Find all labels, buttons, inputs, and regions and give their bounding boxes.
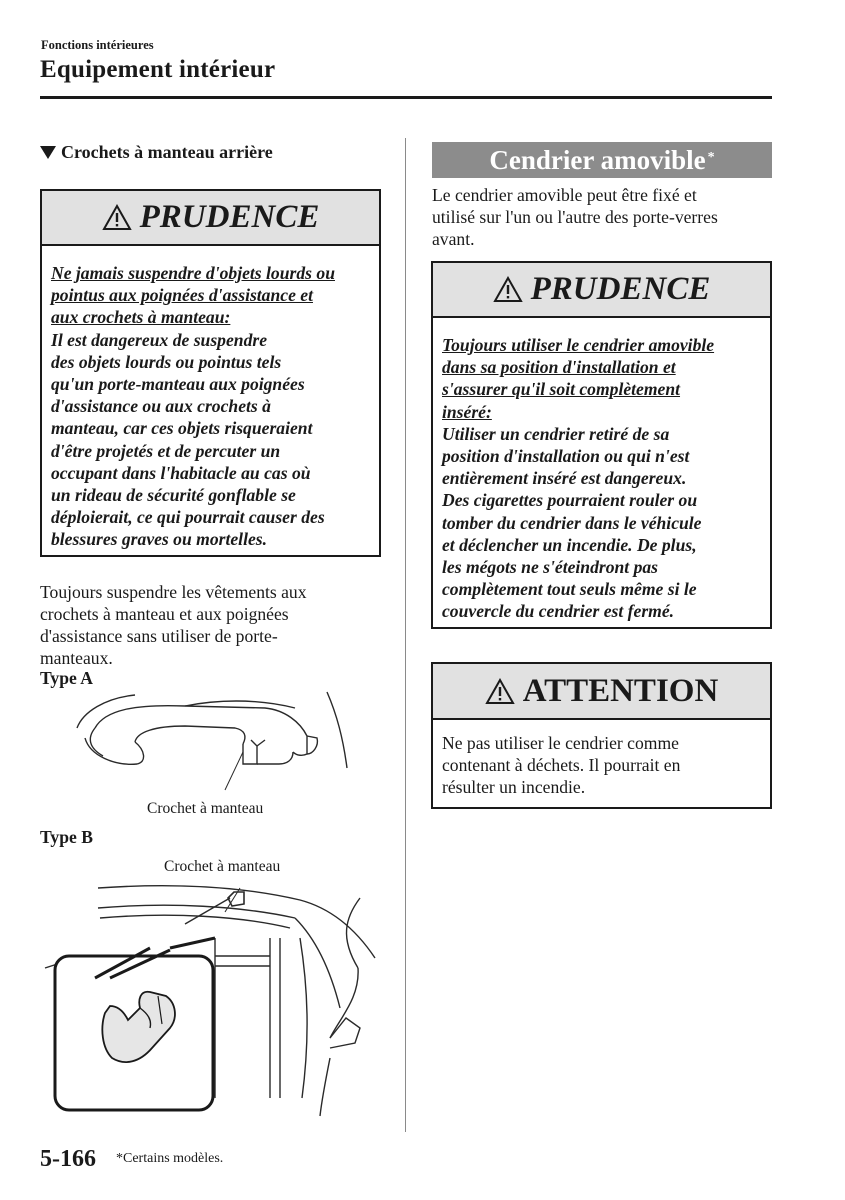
caution-line: déploierait, ce qui pourrait causer des xyxy=(51,507,325,528)
caution-line: complètement tout seuls même si le xyxy=(442,579,697,600)
coat-hook-paragraph xyxy=(40,581,307,669)
ashtray-intro xyxy=(432,184,718,250)
caution-line: s'assurer qu'il soit complètement xyxy=(442,379,681,400)
caution-line: pointus aux poignées d'assistance et xyxy=(51,285,313,306)
type-a-caption: Crochet à manteau xyxy=(147,800,264,817)
warning-triangle-icon xyxy=(493,276,523,303)
paragraph-line: manteaux. xyxy=(40,648,113,668)
header-rule xyxy=(40,96,772,99)
warning-triangle-icon xyxy=(485,678,515,705)
caution-line: d'être projetés et de percuter un xyxy=(51,440,281,461)
banner-footnote-mark: * xyxy=(707,150,715,165)
warning-triangle-icon xyxy=(102,204,132,231)
page-number: 5-166 xyxy=(40,1146,96,1172)
caution-line: des objets lourds ou pointus tels xyxy=(51,351,282,372)
type-a-illustration xyxy=(75,690,355,802)
type-a-label: Type A xyxy=(40,668,93,688)
caution-line: manteau, car ces objets risqueraient xyxy=(51,418,313,439)
attention-line: résulter un incendie. xyxy=(442,777,586,798)
caution-line: blessures graves ou mortelles. xyxy=(51,529,268,550)
intro-line: Le cendrier amovible peut être fixé et xyxy=(432,185,697,205)
caution-text xyxy=(42,246,379,551)
caution-line: entièrement inséré est dangereux. xyxy=(442,468,687,489)
caution-line: Il est dangereux de suspendre xyxy=(51,329,268,350)
type-b-label: Type B xyxy=(40,827,93,847)
caution-text xyxy=(433,318,770,623)
caution-line: Toujours utiliser le cendrier amovible xyxy=(442,335,715,355)
footnote: *Certains modèles. xyxy=(116,1151,224,1166)
caution-line: qu'un porte-manteau aux poignées xyxy=(51,374,305,395)
type-b-illustration xyxy=(40,878,385,1118)
caution-line: inséré: xyxy=(442,401,492,422)
caution-line: couvercle du cendrier est fermé. xyxy=(442,601,675,622)
attention-text xyxy=(433,720,770,799)
caution-line: tomber du cendrier dans le véhicule xyxy=(442,512,702,533)
triangle-bullet-icon xyxy=(40,146,56,159)
attention-line: contenant à déchets. Il pourrait en xyxy=(442,755,681,776)
caution-line: d'assistance ou aux crochets à xyxy=(51,396,271,417)
caution-box-coat-hooks xyxy=(40,189,381,557)
caution-line: un rideau de sécurité gonflable se xyxy=(51,485,296,506)
caution-box-ashtray xyxy=(431,261,772,629)
attention-box xyxy=(431,662,772,809)
paragraph-line: crochets à manteau et aux poignées xyxy=(40,604,289,624)
caution-line: Des cigarettes pourraient rouler ou xyxy=(442,490,698,511)
caution-title: PRUDENCE xyxy=(530,271,711,307)
type-b-caption: Crochet à manteau xyxy=(164,858,281,875)
intro-line: avant. xyxy=(432,229,475,249)
section-banner xyxy=(432,142,772,178)
subheading-text: Crochets à manteau arrière xyxy=(61,142,273,162)
intro-line: utilisé sur l'un ou l'autre des porte-verres xyxy=(432,207,718,227)
caution-title: PRUDENCE xyxy=(139,199,320,235)
attention-line: Ne pas utiliser le cendrier comme xyxy=(442,733,679,753)
subheading xyxy=(40,142,273,163)
paragraph-line: Toujours suspendre les vêtements aux xyxy=(40,582,307,602)
attention-header xyxy=(433,664,770,720)
caution-line: et déclencher un incendie. De plus, xyxy=(442,534,697,555)
column-divider xyxy=(405,138,406,1132)
caution-line: Ne jamais suspendre d'objets lourds ou xyxy=(51,263,335,283)
caution-line: occupant dans l'habitacle au cas où xyxy=(51,462,311,483)
caution-line: dans sa position d'installation et xyxy=(442,357,676,378)
page-title: Equipement intérieur xyxy=(40,56,276,83)
caution-line: Utiliser un cendrier retiré de sa xyxy=(442,423,670,444)
attention-title: ATTENTION xyxy=(522,672,719,709)
banner-title: Cendrier amovible xyxy=(489,144,706,175)
section-label: Fonctions intérieures xyxy=(41,38,154,52)
caution-header xyxy=(42,191,379,246)
caution-line: position d'installation ou qui n'est xyxy=(442,446,690,467)
paragraph-line: d'assistance sans utiliser de porte- xyxy=(40,626,278,646)
caution-line: les mégots ne s'éteindront pas xyxy=(442,557,659,578)
caution-header xyxy=(433,263,770,318)
caution-line: aux crochets à manteau: xyxy=(51,307,231,328)
